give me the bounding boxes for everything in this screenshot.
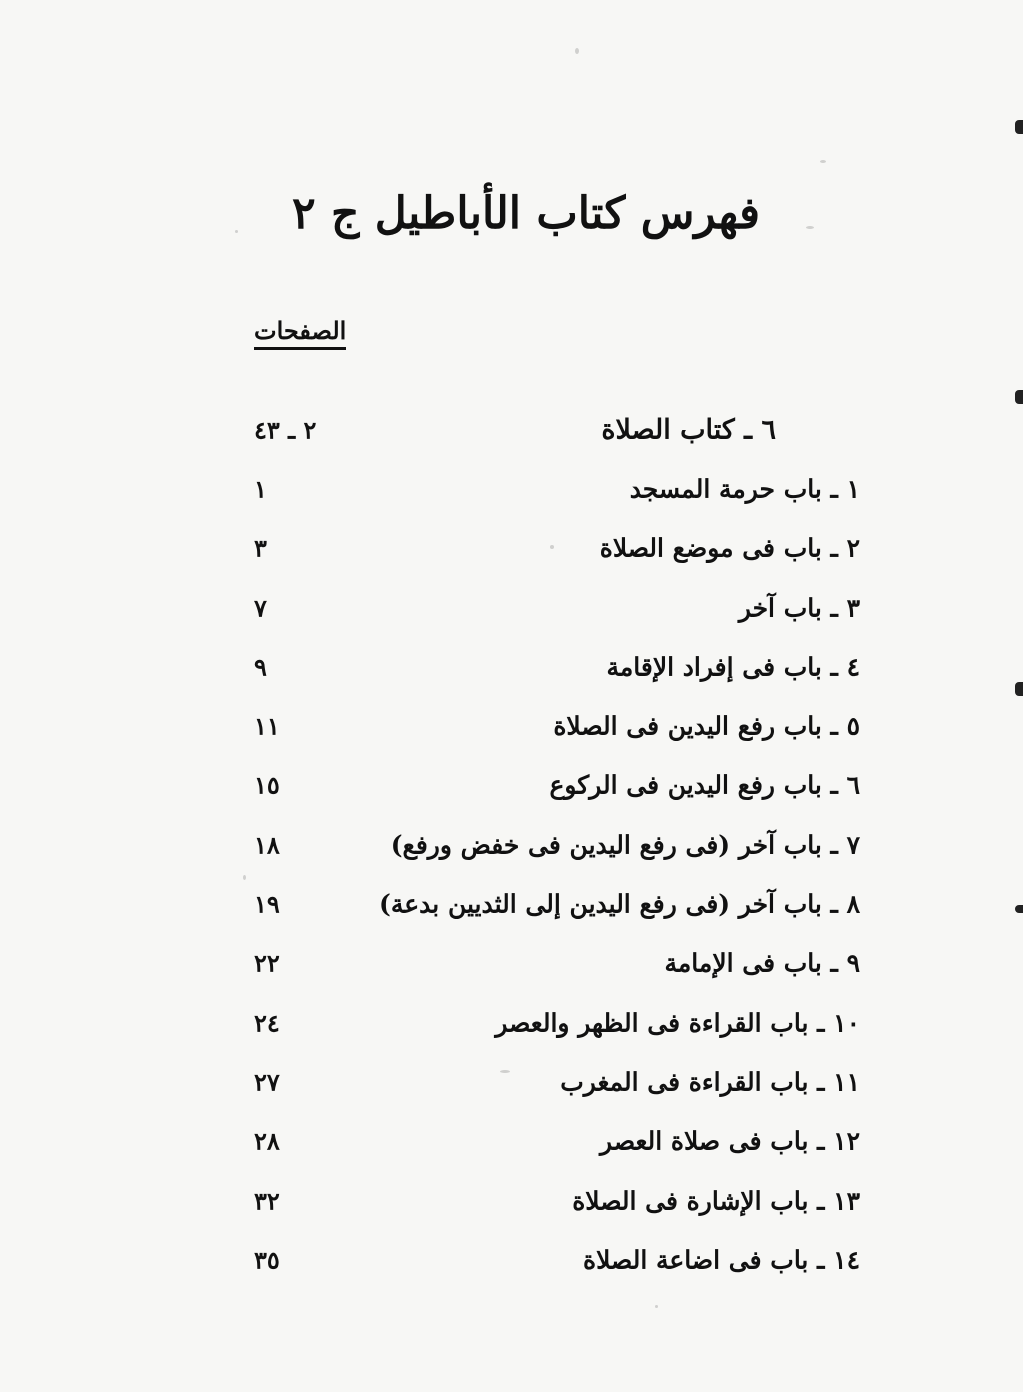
scan-edge-mark — [1015, 120, 1023, 134]
toc-page-number: ١١ — [254, 711, 280, 741]
toc-row — [240, 934, 860, 993]
toc-entry-title: ١٢ ـ باب فى صلاة العصر — [600, 1126, 860, 1156]
toc-entry-title: ٦ ـ كتاب الصلاة — [601, 414, 776, 446]
toc-entry-title: ١١ ـ باب القراءة فى المغرب — [560, 1067, 860, 1097]
toc-page-number: ٣٢ — [254, 1186, 280, 1215]
scan-edge-mark — [1015, 390, 1023, 404]
scan-speck — [820, 160, 826, 163]
toc-row — [240, 578, 860, 637]
toc-page-number: ٣ — [254, 533, 267, 563]
toc-page-number: ١٨ — [254, 830, 280, 860]
toc-row — [240, 400, 860, 459]
toc-entry-title: ٢ ـ باب فى موضع الصلاة — [599, 533, 860, 563]
toc-page-number: ٢٧ — [254, 1067, 280, 1097]
toc-entry-title: ١٠ ـ باب القراءة فى الظهر والعصر — [495, 1008, 860, 1038]
scan-speck — [235, 230, 238, 233]
toc-row — [240, 519, 860, 578]
scan-speck — [575, 48, 579, 54]
toc-entry-title: ٨ ـ باب آخر (فى رفع اليدين إلى الثديين بدعة) — [379, 889, 860, 919]
toc-page-number: ٩ — [254, 652, 267, 682]
toc-page-number: ٢٤ — [254, 1008, 280, 1038]
table-of-contents — [240, 400, 860, 1289]
toc-row — [240, 756, 860, 815]
toc-row — [240, 815, 860, 874]
toc-entry-title: ٩ ـ باب فى الإمامة — [664, 948, 860, 978]
toc-entry-title: ٣ ـ باب آخر — [738, 593, 860, 623]
scan-speck — [655, 1305, 658, 1308]
toc-row — [240, 1230, 860, 1289]
toc-row — [240, 1112, 860, 1171]
toc-page-number: ١٩ — [254, 889, 280, 919]
toc-entry-title: ٦ ـ باب رفع اليدين فى الركوع — [549, 770, 860, 800]
toc-page-number: ٣٥ — [254, 1245, 280, 1275]
toc-page-number: ١ — [254, 474, 267, 504]
toc-entry-title: ٤ ـ باب فى إفراد الإقامة — [606, 652, 860, 682]
toc-entry-title: ١ ـ باب حرمة المسجد — [629, 474, 860, 504]
scan-speck — [806, 226, 814, 229]
toc-row — [240, 1171, 860, 1230]
toc-entry-title: ١٣ ـ باب الإشارة فى الصلاة — [572, 1186, 860, 1215]
toc-page-number: ٢٨ — [254, 1126, 280, 1156]
toc-page-number: ٢ ـ ٤٣ — [254, 415, 317, 445]
pages-column-heading: الصفحات — [254, 316, 346, 350]
toc-row — [240, 1052, 860, 1111]
toc-page-number: ١٥ — [254, 770, 280, 800]
toc-page-number: ٢٢ — [254, 948, 280, 978]
document-title: فهرس كتاب الأباطيل ج ٢ — [292, 188, 760, 239]
toc-page-number: ٧ — [254, 593, 267, 623]
toc-entry-title: ٥ ـ باب رفع اليدين فى الصلاة — [553, 711, 860, 741]
toc-row — [240, 637, 860, 696]
scan-edge-mark — [1015, 682, 1023, 696]
toc-entry-title: ٧ ـ باب آخر (فى رفع اليدين فى خفض ورفع) — [390, 830, 860, 860]
toc-row — [240, 874, 860, 933]
scan-edge-mark — [1015, 905, 1023, 913]
toc-row — [240, 696, 860, 755]
toc-row — [240, 993, 860, 1052]
toc-entry-title: ١٤ ـ باب فى اضاعة الصلاة — [583, 1245, 860, 1275]
toc-row — [240, 459, 860, 518]
